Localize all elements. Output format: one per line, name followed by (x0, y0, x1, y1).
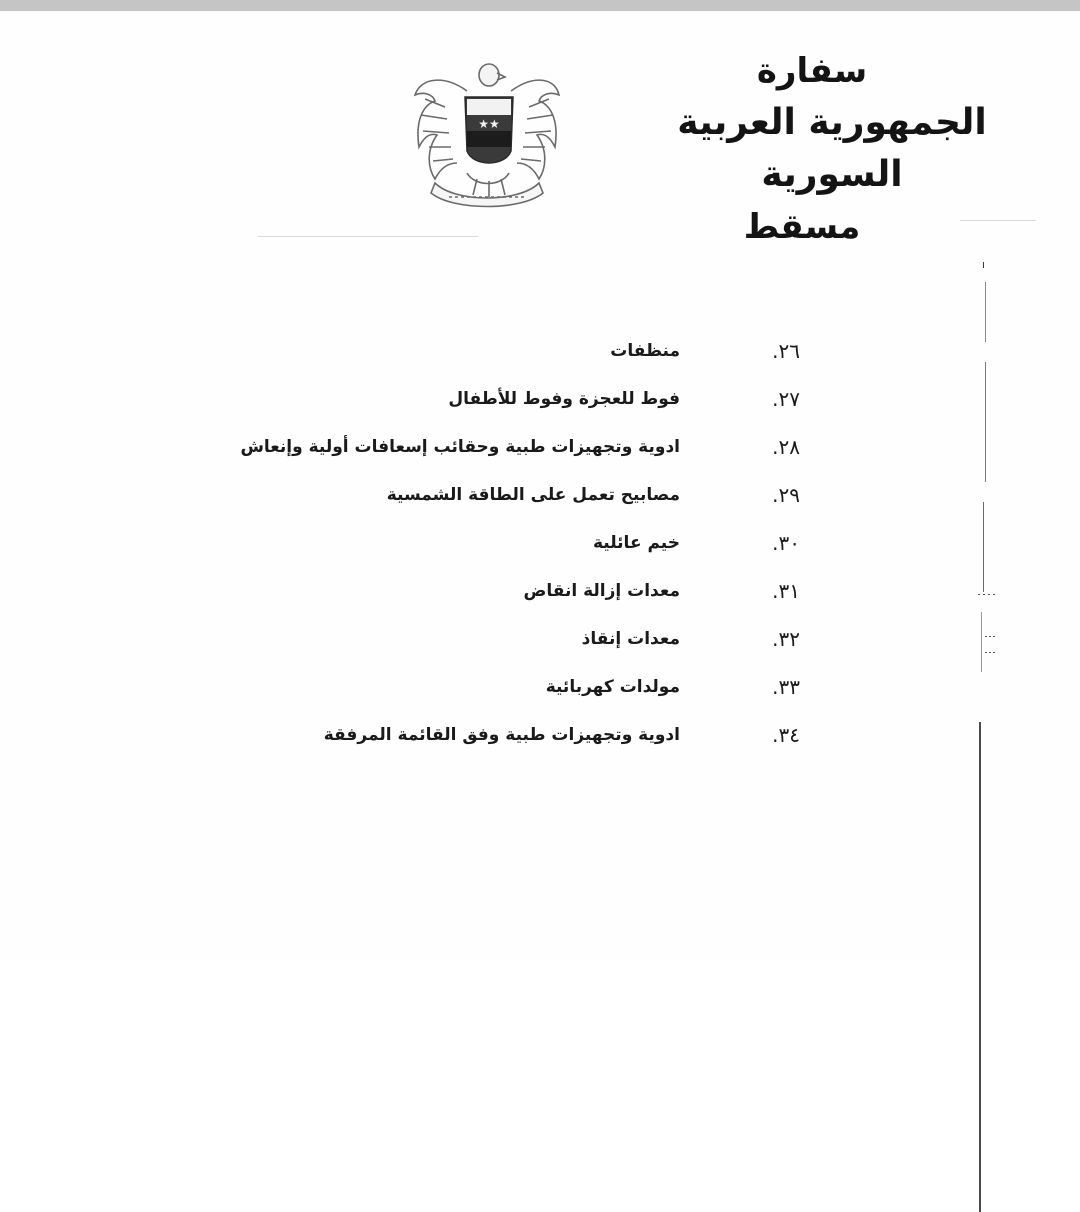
emblem-stars: ★★ (478, 117, 500, 131)
item-text: معدات إنقاذ (581, 629, 680, 649)
scan-margin-line (983, 262, 985, 960)
scan-dash (985, 362, 986, 482)
item-text: فوط للعجزة وفوط للأطفال (448, 389, 680, 409)
item-number: ٣٠. (772, 531, 800, 555)
item-number: ٣٢. (772, 627, 800, 651)
item-number: ٣١. (772, 579, 800, 603)
list-item (200, 423, 800, 471)
scan-dash (981, 612, 982, 672)
list-item (200, 567, 800, 615)
embassy-header (622, 45, 1042, 253)
item-text: خيم عائلية (592, 533, 680, 553)
scan-dash (979, 722, 981, 1212)
syrian-eagle-emblem-icon (405, 55, 565, 215)
list-item (200, 615, 800, 663)
scan-dash (983, 262, 984, 268)
item-number: ٣٣. (772, 675, 800, 699)
item-number: ٢٦. (772, 339, 800, 363)
item-text: منظفات (610, 341, 680, 361)
scan-dot (985, 652, 997, 653)
item-text: معدات إزالة انقاض (523, 581, 680, 601)
header-rule-right (960, 220, 1036, 221)
item-text: مولدات كهربائية (545, 677, 680, 697)
item-text: مصابيح تعمل على الطاقة الشمسية (386, 485, 680, 505)
scan-dash (985, 282, 986, 342)
item-text: ادوية وتجهيزات طبية وفق القائمة المرفقة (323, 725, 680, 745)
list-item (200, 519, 800, 567)
header-rule-left (258, 236, 478, 237)
items-list (200, 327, 800, 759)
item-number: ٣٤. (772, 723, 800, 747)
scan-dash (983, 502, 984, 592)
item-number: ٢٧. (772, 387, 800, 411)
item-number: ٢٩. (772, 483, 800, 507)
list-item (200, 375, 800, 423)
scan-dot (985, 636, 997, 637)
item-number: ٢٨. (772, 435, 800, 459)
header-country-name: الجمهورية العربية السورية (677, 102, 987, 195)
top-gray-bar (0, 0, 1080, 11)
list-item (200, 327, 800, 375)
scan-dot (978, 594, 996, 595)
header-city-name: مسقط (743, 207, 861, 247)
header-embassy-label: سفارة (756, 51, 868, 91)
list-item (200, 711, 800, 759)
item-text: ادوية وتجهيزات طبية وحقائب إسعافات أولية وإنعاش (240, 437, 680, 457)
list-item (200, 471, 800, 519)
list-item (200, 663, 800, 711)
